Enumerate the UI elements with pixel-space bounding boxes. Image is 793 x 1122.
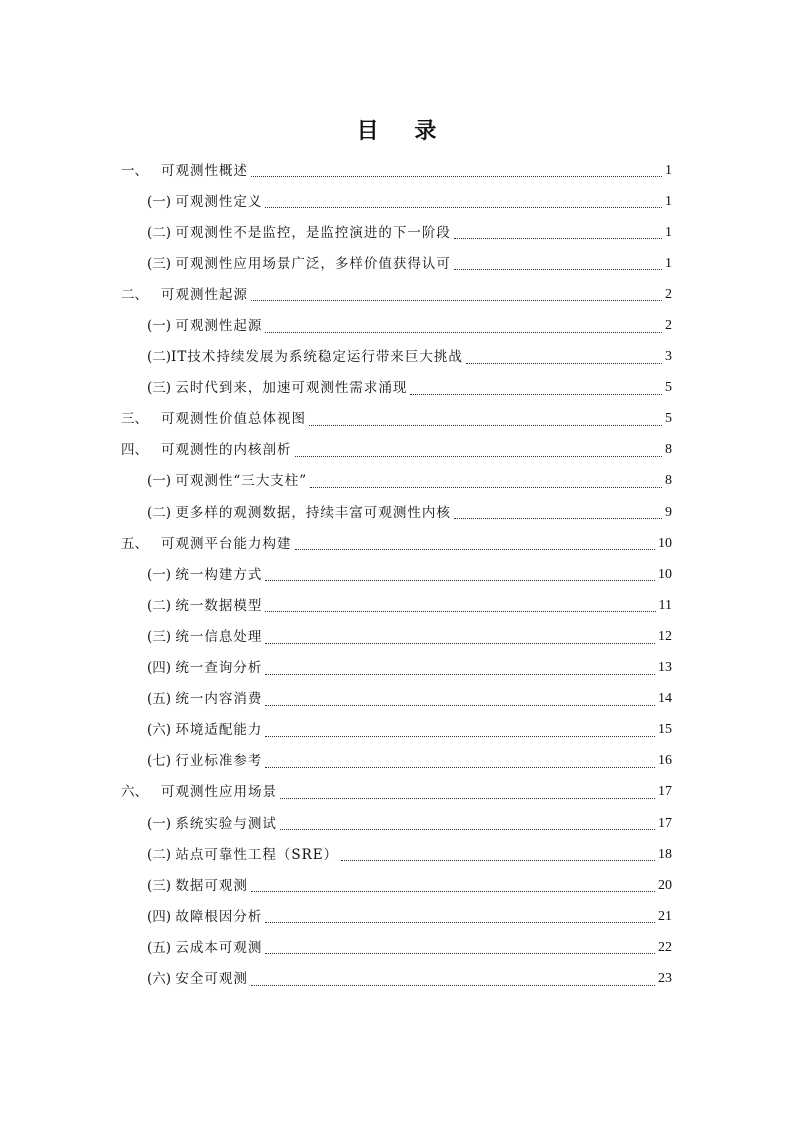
toc-entry-page: 10 (658, 566, 672, 582)
toc-entry-label: IT技术持续发展为系统稳定运行带来巨大挑战 (171, 349, 463, 366)
toc-entry-number: (一) (147, 193, 176, 210)
toc-entry[interactable] (0, 186, 793, 217)
toc-leader-dots (341, 860, 655, 861)
toc-entry[interactable] (0, 808, 793, 839)
toc-leader-dots (265, 953, 655, 954)
toc-entry[interactable] (0, 373, 793, 404)
toc-leader-dots (265, 767, 655, 768)
toc-entry-label: 可观测性应用场景 (161, 784, 277, 801)
toc-entry[interactable] (0, 653, 793, 684)
toc-entry-number: (五) (147, 939, 176, 956)
toc-entry-page: 13 (658, 660, 672, 676)
toc-entry-page: 17 (658, 784, 672, 800)
toc-entry-label: 可观测性定义 (175, 193, 263, 210)
toc-leader-dots (251, 985, 655, 986)
toc-entry-page: 11 (658, 597, 672, 613)
toc-entry[interactable] (0, 777, 793, 808)
toc-entry[interactable] (0, 559, 793, 590)
toc-entry-label: 可观测性概述 (161, 162, 248, 179)
toc-entry-page: 15 (658, 722, 672, 738)
toc-entry[interactable] (0, 404, 793, 435)
toc-leader-dots (265, 207, 662, 208)
toc-leader-dots (310, 487, 662, 488)
toc-entry-number: 五、 (121, 535, 148, 552)
toc-entry-label: 统一查询分析 (175, 660, 263, 677)
toc-entry[interactable] (0, 310, 793, 341)
toc-entry-page: 1 (665, 255, 672, 271)
toc-entry[interactable] (0, 497, 793, 528)
toc-title: 目 录 (356, 119, 451, 144)
toc-entry-page: 22 (658, 939, 672, 955)
toc-entry-number: (二) (147, 349, 172, 366)
toc-entry-number: (六) (147, 722, 176, 739)
toc-entry-label: 可观测性应用场景广泛，多样价值获得认可 (175, 255, 451, 272)
toc-leader-dots (454, 238, 662, 239)
toc-entry[interactable] (0, 279, 793, 310)
toc-entry-label: 更多样的观测数据，持续丰富可观测性内核 (175, 504, 451, 521)
toc-entry-page: 16 (658, 753, 672, 769)
toc-entry[interactable] (0, 901, 793, 932)
toc-entry-page: 18 (658, 846, 672, 862)
toc-entry-number: (四) (147, 660, 176, 677)
toc-entry-label: 云时代到来，加速可观测性需求涌现 (175, 380, 408, 397)
toc-entry-page: 8 (665, 442, 672, 458)
toc-leader-dots (280, 829, 655, 830)
toc-entry[interactable] (0, 466, 793, 497)
toc-entry-number: (二) (147, 224, 176, 241)
toc-leader-dots (251, 300, 662, 301)
toc-entry-label: 站点可靠性工程（SRE） (175, 846, 339, 863)
toc-entry-label: 可观测性不是监控，是监控演进的下一阶段 (175, 224, 451, 241)
toc-entry-page: 8 (665, 473, 672, 489)
toc-entry[interactable] (0, 435, 793, 466)
toc-entry-number: (五) (147, 691, 176, 708)
toc-entry-page: 3 (665, 349, 672, 365)
toc-entry-page: 12 (658, 628, 672, 644)
toc-entry-number: (六) (147, 970, 176, 987)
toc-entry-number: (二) (147, 597, 176, 614)
toc-entry-label: 可观测性起源 (175, 318, 263, 335)
toc-leader-dots (295, 549, 656, 550)
toc-entry-number: 四、 (121, 442, 148, 459)
toc-entry-page: 9 (665, 504, 672, 520)
toc-entry[interactable] (0, 746, 793, 777)
toc-leader-dots (251, 176, 662, 177)
toc-entry-label: 安全可观测 (175, 970, 248, 987)
toc-entry-label: 可观测性“三大支柱” (175, 473, 308, 490)
toc-entry-page: 2 (665, 318, 672, 334)
toc-entry-number: (一) (147, 815, 176, 832)
toc-entry[interactable] (0, 528, 793, 559)
toc-entry[interactable] (0, 248, 793, 279)
toc-leader-dots (265, 643, 655, 644)
toc-entry-page: 17 (658, 815, 672, 831)
toc-entry-label: 系统实验与测试 (175, 815, 277, 832)
toc-entry[interactable] (0, 839, 793, 870)
toc-entry-label: 统一信息处理 (175, 628, 263, 645)
toc-leader-dots (454, 518, 662, 519)
toc-entry[interactable] (0, 590, 793, 621)
toc-leader-dots (265, 332, 662, 333)
toc-leader-dots (251, 891, 655, 892)
table-of-contents (0, 155, 793, 995)
toc-entry[interactable] (0, 932, 793, 963)
toc-leader-dots (454, 269, 662, 270)
toc-entry-number: 六、 (121, 784, 148, 801)
toc-entry-label: 环境适配能力 (175, 722, 263, 739)
toc-entry-number: (一) (147, 473, 176, 490)
toc-entry[interactable] (0, 217, 793, 248)
toc-entry-page: 20 (658, 877, 672, 893)
toc-entry[interactable] (0, 870, 793, 901)
toc-entry-number: (三) (147, 628, 176, 645)
toc-entry-label: 可观测性的内核剖析 (161, 442, 292, 459)
toc-entry-page: 2 (665, 286, 672, 302)
toc-entry-number: (二) (147, 846, 176, 863)
toc-entry-page: 10 (658, 535, 672, 551)
toc-entry-number: (三) (147, 255, 176, 272)
toc-leader-dots (265, 580, 655, 581)
toc-entry-number: (三) (147, 877, 176, 894)
toc-entry[interactable] (0, 715, 793, 746)
toc-entry-label: 可观测平台能力构建 (161, 535, 292, 552)
toc-leader-dots (295, 456, 663, 457)
toc-entry[interactable] (0, 621, 793, 652)
toc-entry-number: 一、 (121, 162, 148, 179)
toc-leader-dots (265, 611, 655, 612)
toc-entry-number: (四) (147, 908, 176, 925)
toc-entry[interactable] (0, 963, 793, 994)
toc-leader-dots (265, 674, 655, 675)
toc-entry-page: 1 (665, 162, 672, 178)
toc-leader-dots (466, 363, 662, 364)
toc-entry-label: 云成本可观测 (175, 939, 263, 956)
toc-leader-dots (410, 394, 662, 395)
toc-entry[interactable] (0, 684, 793, 715)
toc-entry-page: 21 (658, 908, 672, 924)
toc-leader-dots (265, 736, 655, 737)
toc-entry[interactable] (0, 342, 793, 373)
toc-entry-page: 23 (658, 970, 672, 986)
toc-entry-label: 数据可观测 (175, 877, 248, 894)
toc-leader-dots (265, 705, 655, 706)
toc-entry-label: 可观测性起源 (161, 286, 248, 303)
toc-entry-number: 三、 (121, 411, 148, 428)
toc-entry-page: 1 (665, 224, 672, 240)
toc-entry-label: 统一构建方式 (175, 566, 263, 583)
toc-entry-number: (三) (147, 380, 176, 397)
toc-leader-dots (309, 425, 662, 426)
toc-leader-dots (265, 922, 655, 923)
toc-entry-page: 1 (665, 193, 672, 209)
toc-entry-number: 二、 (121, 286, 148, 303)
toc-entry-label: 统一内容消费 (175, 691, 263, 708)
toc-entry-number: (七) (147, 753, 176, 770)
toc-entry-label: 可观测性价值总体视图 (161, 411, 306, 428)
toc-entry-label: 故障根因分析 (175, 908, 263, 925)
toc-entry-page: 5 (665, 411, 672, 427)
toc-entry-label: 统一数据模型 (175, 597, 263, 614)
toc-entry[interactable] (0, 155, 793, 186)
toc-entry-number: (二) (147, 504, 176, 521)
toc-entry-page: 5 (665, 380, 672, 396)
toc-entry-number: (一) (147, 566, 176, 583)
toc-leader-dots (280, 798, 655, 799)
toc-entry-page: 14 (658, 691, 672, 707)
toc-entry-number: (一) (147, 318, 176, 335)
toc-entry-label: 行业标准参考 (175, 753, 263, 770)
